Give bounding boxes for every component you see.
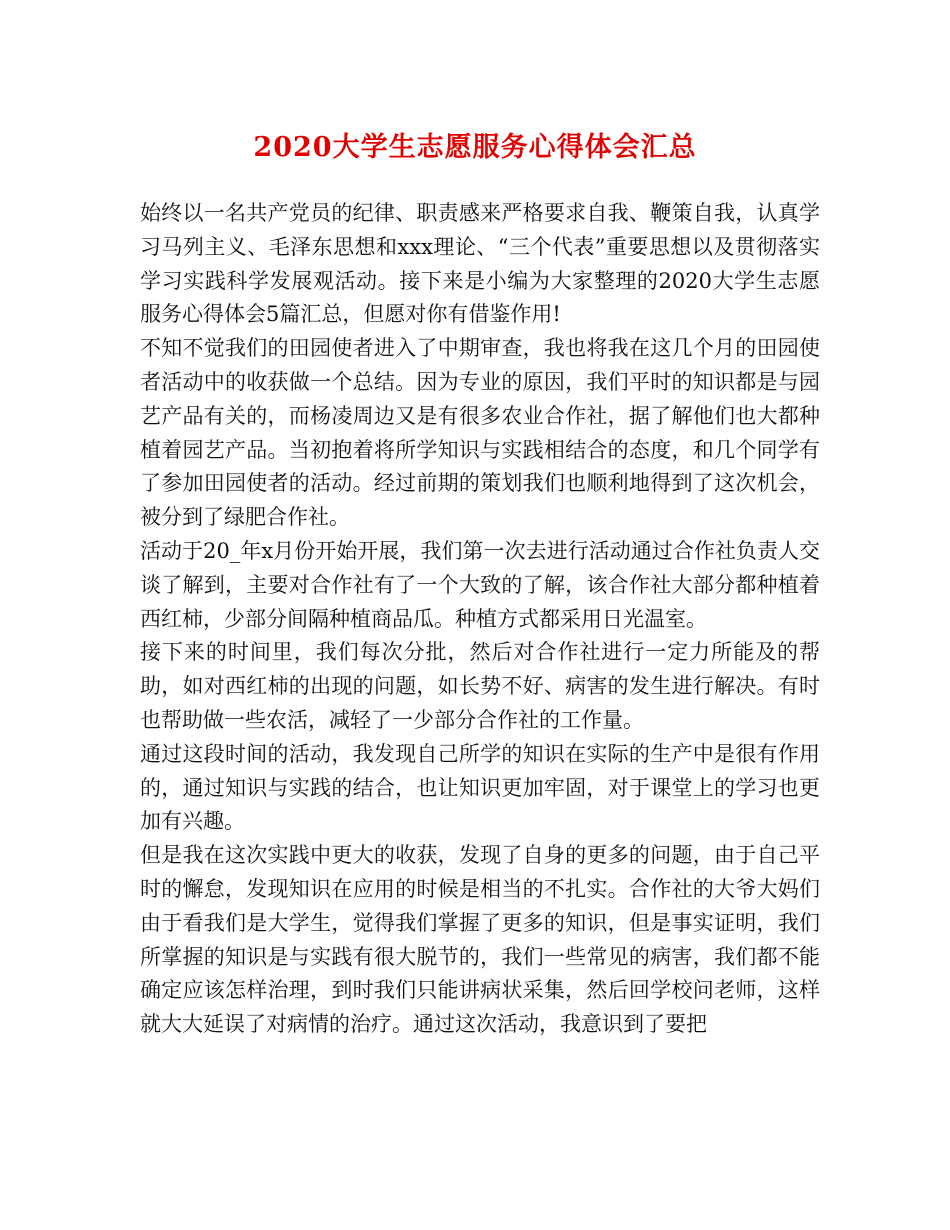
paragraph-mid-review: 不知不觉我们的田园使者进入了中期审查，我也将我在这几个月的田园使者活动中的收获做一个总结。因为专业的原因，我们平时的知识都是与园艺产品有关的，而杨凌周边又是有很多农业合作社，据了解他们也大都种植着园艺产品。当初抱着将所学知识与实践相结合的态度，和几个同学有了参加田园使者的活动。经过前期的策划我们也顺利地得到了这次机会，被分到了绿肥合作社。 [140, 336, 820, 530]
paragraph-help: 接下来的时间里，我们每次分批，然后对合作社进行一定力所能及的帮助，如对西红柿的出现的问题，如长势不好、病害的发生进行解决。有时也帮助做一些农活，减轻了一少部分合作社的工作量。 [140, 640, 820, 732]
document-body [140, 197, 820, 1042]
paragraph-learning: 通过这段时间的活动，我发现自己所学的知识在实际的生产中是很有作用的，通过知识与实践的结合，也让知识更加牢固，对于课堂上的学习也更加有兴趣。 [140, 741, 820, 834]
paragraph-reflection: 但是我在这次实践中更大的收获，发现了自身的更多的问题，由于自己平时的懈怠，发现知识在应用的时候是相当的不扎实。合作社的大爷大妈们由于看我们是大学生，觉得我们掌握了更多的知识，但是事实证明，我们所掌握的知识是与实践有很大脱节的，我们一些常见的病害，我们都不能确定应该怎样治理，到时我们只能讲病状采集，然后回学校问老师，这样就大大延误了对病情的治疗。通过这次活动，我意识到了要把 [140, 843, 820, 1037]
paragraph-activity-start: 活动于20_年x月份开始开展，我们第一次去进行活动通过合作社负责人交谈了解到，主要对合作社有了一个大致的了解，该合作社大部分都种植着西红柿，少部分间隔种植商品瓜。种植方式都采用日光温室。 [140, 538, 820, 631]
paragraph-intro: 始终以一名共产党员的纪律、职责感来严格要求自我、鞭策自我，认真学习马列主义、毛泽东思想和xxx理论、“三个代表”重要思想以及贯彻落实学习实践科学发展观活动。接下来是小编为大家整理的2020大学生志愿服务心得体会5篇汇总，但愿对你有借鉴作用! [140, 201, 820, 327]
document-title: 2020大学生志愿服务心得体会汇总 [253, 132, 697, 163]
